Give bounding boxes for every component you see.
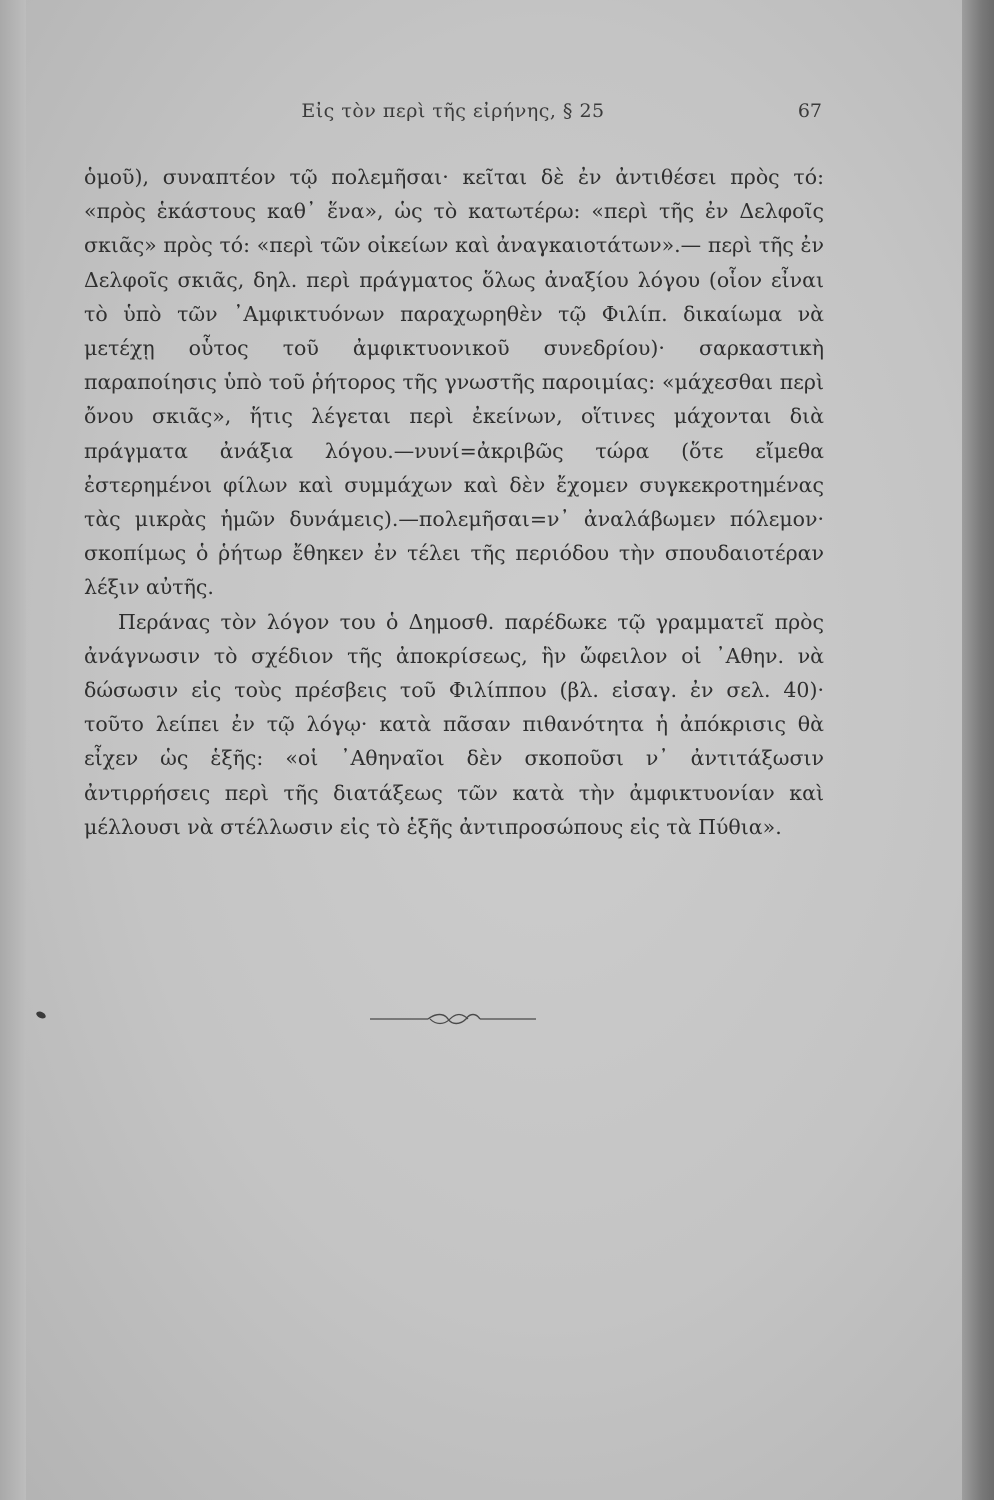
page-number: 67 <box>797 100 822 122</box>
body-text <box>84 160 824 844</box>
ink-spot <box>35 1010 47 1020</box>
page-gutter <box>0 0 26 1500</box>
end-flourish-icon <box>370 1012 536 1026</box>
page-edge <box>962 0 994 1500</box>
paragraph-commentary: ὁμοῦ), συναπτέον τῷ πολεμῆσαι· κεῖται δὲ ἐν ἀντιθέσει πρὸς τό: «πρὸς ἑκάστους καθ᾽ ἕνα», ὡς τὸ κατωτέρω: «περὶ τῆς ἐν Δελφοῖς σκιᾶς» πρὸς τό: «περὶ τῶν οἰκείων καὶ ἀναγκαιοτάτων».— περὶ τῆς ἐν Δελφοῖς σκιᾶς, δηλ. περὶ πράγματος ὅλως ἀναξίου λόγου (οἷον εἶναι τὸ ὑπὸ τῶν ᾽Αμφικτυόνων παραχωρηθὲν τῷ Φιλίπ. δικαίωμα νὰ μετέχῃ οὗτος τοῦ ἀμφικτυονικοῦ συνεδρίου)· σαρκαστικὴ παραποίησις ὑπὸ τοῦ ῥήτορος τῆς γνωστῆς παροιμίας: «μάχεσθαι περὶ ὄνου σκιᾶς», ἥτις λέγεται περὶ ἐκείνων, οἵτινες μάχονται διὰ πράγματα ἀνάξια λόγου.—νυνί=ἀκριβῶς τώρα (ὅτε εἴμεθα ἐστερημένοι φίλων καὶ συμμάχων καὶ δὲν ἔχομεν συγκεκροτημένας τὰς μικρὰς ἡμῶν δυνάμεις).—πολεμῆσαι=ν᾽ ἀναλάβωμεν πόλεμον· σκοπίμως ὁ ῥήτωρ ἔθηκεν ἐν τέλει τῆς περιόδου τὴν σπουδαιοτέραν λέξιν αὐτῆς. <box>84 165 824 600</box>
running-header-title: Εἰς τὸν περὶ τῆς εἰρήνης, § 25 <box>301 100 605 122</box>
running-header <box>84 100 822 130</box>
paragraph-reply-note: Περάνας τὸν λόγον του ὁ Δημοσθ. παρέδωκε τῷ γραμματεῖ πρὸς ἀνάγνωσιν τὸ σχέδιον τῆς ἀποκρίσεως, ἣν ὤφειλον οἱ ᾽Αθην. νὰ δώσωσιν εἰς τοὺς πρέσβεις τοῦ Φιλίππου (βλ. εἰσαγ. ἐν σελ. 40)· τοῦτο λείπει ἐν τῷ λόγῳ· κατὰ πᾶσαν πιθανότητα ἡ ἀπόκρισις θὰ εἶχεν ὡς ἑξῆς: «οἱ ᾽Αθηναῖοι δὲν σκοποῦσι ν᾽ ἀντιτάξωσιν ἀντιρρήσεις περὶ τῆς διατάξεως τῶν κατὰ τὴν ἀμφικτυονίαν καὶ μέλλουσι νὰ στέλλωσιν εἰς τὸ ἑξῆς ἀντιπροσώπους εἰς τὰ Πύθια». <box>84 609 824 839</box>
